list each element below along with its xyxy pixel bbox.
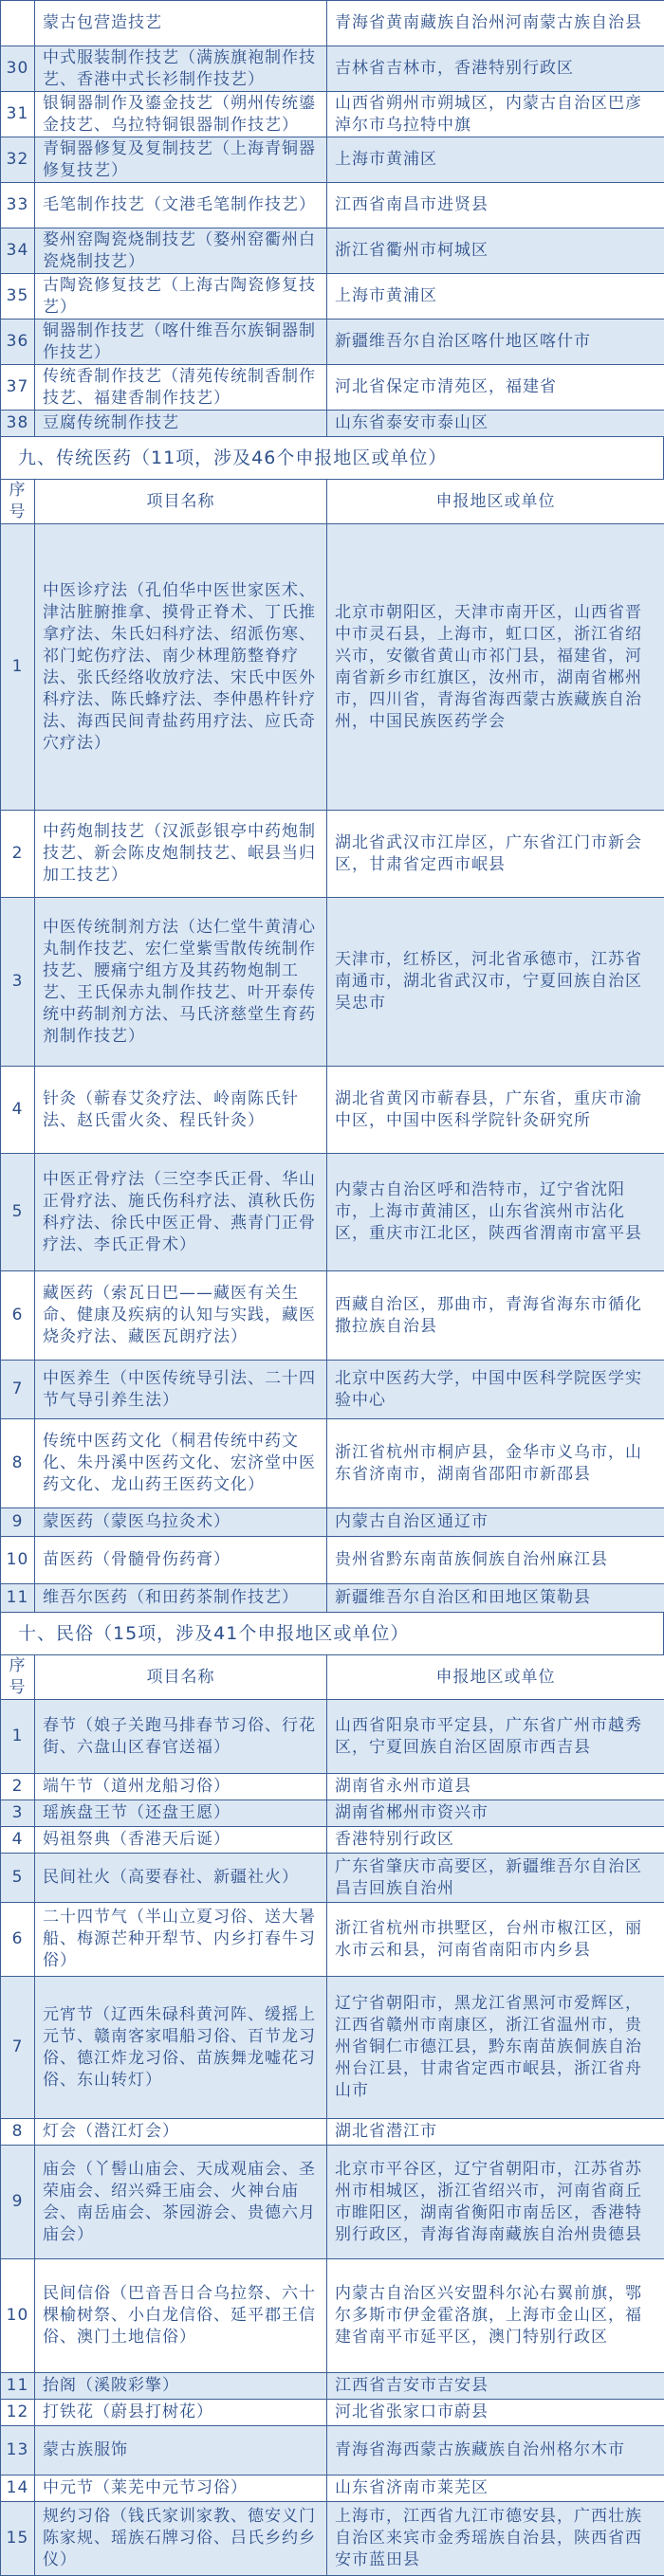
- row-number: 2: [1, 1774, 35, 1800]
- row-number: 32: [1, 137, 35, 183]
- row-number: 10: [1, 2259, 35, 2373]
- table-row: [1, 1067, 664, 1154]
- item-name: 打铁花（蔚县打树花）: [35, 2400, 327, 2426]
- row-number: 37: [1, 365, 35, 411]
- region-cell: 湖北省黄冈市蕲春县，广东省，重庆市渝中区，中国中医科学院针灸研究所: [327, 1067, 664, 1154]
- table-row: [1, 320, 664, 365]
- region-cell: 山东省济南市莱芜区: [327, 2476, 664, 2502]
- region-cell: 浙江省衢州市柯城区: [327, 228, 664, 274]
- item-name: 民间信俗（巴音吾日合乌拉祭、六十棵榆树祭、小白龙信俗、延平郡王信俗、澳门土地信俗）: [35, 2259, 327, 2373]
- table-header-row: [1, 1655, 664, 1700]
- region-cell: 辽宁省朝阳市，黑龙江省黑河市爱辉区，江西省赣州市南康区，浙江省温州市，贵州省铜仁市德江县，黔东南苗族侗族自治州台江县，甘肃省定西市岷县，浙江省舟山市: [327, 1977, 664, 2119]
- table-row: [1, 1537, 664, 1584]
- table-row: [1, 1154, 664, 1271]
- item-name: 民间社火（高要春社、新疆社火）: [35, 1854, 327, 1903]
- region-cell: 山西省朔州市朔城区，内蒙古自治区巴彦淖尔市乌拉特中旗: [327, 92, 664, 137]
- region-cell: 山西省阳泉市平定县，广东省广州市越秀区，宁夏回族自治区固原市西吉县: [327, 1700, 664, 1774]
- item-name: 中医正骨疗法（三空李氏正骨、华山正骨疗法、施氏伤科疗法、滇秋氏伤科疗法、徐氏中医正骨、燕青门正骨疗法、李氏正骨术）: [35, 1154, 327, 1271]
- item-name: 中医传统制剂方法（达仁堂牛黄清心丸制作技艺、宏仁堂紫雪散传统制作技艺、腰痛宁组方及其药物炮制工艺、王氏保赤丸制作技艺、叶开泰传统中药制剂方法、马氏济慈堂生育药剂制作技艺）: [35, 898, 327, 1067]
- item-name: 铜器制作技艺（喀什维吾尔族铜器制作技艺）: [35, 320, 327, 365]
- item-name: 银铜器制作及鎏金技艺（朔州传统鎏金技艺、乌拉特铜银器制作技艺）: [35, 92, 327, 137]
- item-name: 二十四节气（半山立夏习俗、送大暑船、梅源芒种开犁节、内乡打春牛习俗）: [35, 1903, 327, 1977]
- region-cell: 北京市平谷区，辽宁省朝阳市，江苏省苏州市相城区，浙江省绍兴市，河南省商丘市睢阳区，湖南省衡阳市南岳区，香港特别行政区，青海省海南藏族自治州贵德县: [327, 2146, 664, 2259]
- table-row: [1, 2502, 664, 2576]
- table-row: [1, 2119, 664, 2146]
- row-number: 12: [1, 2400, 35, 2426]
- region-cell: 河北省张家口市蔚县: [327, 2400, 664, 2426]
- region-cell: 北京中医药大学，中国中医科学院医学实验中心: [327, 1361, 664, 1419]
- item-name: 规约习俗（钱氏家训家教、德安义门陈家规、瑶族石牌习俗、吕氏乡约乡仪）: [35, 2502, 327, 2576]
- item-name: 传统香制作技艺（清苑传统制香制作技艺、福建香制作技艺）: [35, 365, 327, 411]
- item-name: 瑶族盘王节（还盘王愿）: [35, 1800, 327, 1827]
- item-name: 灯会（潜江灯会）: [35, 2119, 327, 2146]
- region-cell: 湖南省郴州市资兴市: [327, 1800, 664, 1827]
- region-cell: 浙江省杭州市拱墅区，台州市椒江区，丽水市云和县，河南省南阳市内乡县: [327, 1903, 664, 1977]
- row-number: 4: [1, 1827, 35, 1854]
- table-row: [1, 411, 664, 437]
- row-number: 1: [1, 524, 35, 811]
- row-number: 8: [1, 2119, 35, 2146]
- table-row: [1, 1361, 664, 1419]
- row-number: 6: [1, 1271, 35, 1361]
- table-row: [1, 92, 664, 137]
- table-row: [1, 1508, 664, 1537]
- item-name: 妈祖祭典（香港天后诞）: [35, 1827, 327, 1854]
- row-number: 34: [1, 228, 35, 274]
- item-name: 春节（娘子关跑马排春节习俗、行花街、六盘山区春官送福）: [35, 1700, 327, 1774]
- item-name: 传统中医药文化（桐君传统中药文化、朱丹溪中医药文化、宏济堂中医药文化、龙山药王医药文化）: [35, 1419, 327, 1508]
- item-name: 中医养生（中医传统导引法、二十四节气导引养生法）: [35, 1361, 327, 1419]
- header-item: 项目名称: [35, 480, 327, 524]
- region-cell: 上海市黄浦区: [327, 274, 664, 320]
- section-title-traditional-medicine: 九、传统医药（11项，涉及46个申报地区或单位）: [0, 437, 664, 479]
- row-number: 2: [1, 811, 35, 898]
- table-row: [1, 183, 664, 228]
- table-row: [1, 524, 664, 811]
- region-cell: 内蒙古自治区兴安盟科尔沁右翼前旗，鄂尔多斯市伊金霍洛旗，上海市金山区，福建省南平市延平区，澳门特别行政区: [327, 2259, 664, 2373]
- item-name: 维吾尔医药（和田药茶制作技艺）: [35, 1584, 327, 1613]
- item-name: 中医诊疗法（孔伯华中医世家医术、津沽脏腑推拿、摸骨正脊术、丁氏推拿疗法、朱氏妇科疗法、绍派伤寒、祁门蛇伤疗法、南少林理筋整脊疗法、张氏经络收放疗法、宋氏中医外科疗法、陈氏蜂疗法、李仲愚杵针疗法、海西民间青盐药用疗法、应氏奇穴疗法）: [35, 524, 327, 811]
- table-row: [1, 811, 664, 898]
- table-row: [1, 228, 664, 274]
- table-row: [1, 1977, 664, 2119]
- header-num: 序号: [1, 480, 35, 524]
- region-cell: 江西省吉安市吉安县: [327, 2373, 664, 2400]
- item-name: 中式服装制作技艺（满族旗袍制作技艺、香港中式长衫制作技艺）: [35, 46, 327, 92]
- region-cell: 河北省保定市清苑区，福建省: [327, 365, 664, 411]
- row-number: 33: [1, 183, 35, 228]
- row-number: 8: [1, 1419, 35, 1508]
- table-row: [1, 137, 664, 183]
- section-title-folk-customs: 十、民俗（15项，涉及41个申报地区或单位）: [0, 1613, 664, 1654]
- row-number: 10: [1, 1537, 35, 1584]
- header-item: 项目名称: [35, 1655, 327, 1700]
- region-cell: 西藏自治区，那曲市，青海省海东市循化撒拉族自治县: [327, 1271, 664, 1361]
- region-cell: 天津市，红桥区，河北省承德市，江苏省南通市，湖北省武汉市，宁夏回族自治区吴忠市: [327, 898, 664, 1067]
- table-row: [1, 2373, 664, 2400]
- table-row: [1, 2400, 664, 2426]
- table-row: [1, 898, 664, 1067]
- region-cell: 上海市，江西省九江市德安县，广西壮族自治区来宾市金秀瑶族自治县，陕西省西安市蓝田县: [327, 2502, 664, 2576]
- table-body-a: [1, 1, 664, 437]
- region-cell: 北京市朝阳区，天津市南开区，山西省晋中市灵石县，上海市，虹口区，浙江省绍兴市，安徽省黄山市祁门县，福建省，河南省新乡市红旗区，汝州市，湖南省郴州市，四川省，青海省海西蒙古族藏族自治州，中国民族医药学会: [327, 524, 664, 811]
- row-number: 7: [1, 1361, 35, 1419]
- row-number: 35: [1, 274, 35, 320]
- header-num: 序号: [1, 1655, 35, 1700]
- row-number: 5: [1, 1154, 35, 1271]
- table-row: [1, 1903, 664, 1977]
- item-name: 婺州窑陶瓷烧制技艺（婺州窑衢州白瓷烧制技艺）: [35, 228, 327, 274]
- item-name: 元宵节（辽西朱碌科黄河阵、缓摇上元节、赣南客家唱船习俗、百节龙习俗、德江炸龙习俗、苗族舞龙嘘花习俗、东山转灯）: [35, 1977, 327, 2119]
- region-cell: 香港特别行政区: [327, 1827, 664, 1854]
- table-row: [1, 1, 664, 46]
- row-number: 31: [1, 92, 35, 137]
- table-row: [1, 365, 664, 411]
- row-number: 3: [1, 898, 35, 1067]
- row-number: 9: [1, 2146, 35, 2259]
- item-name: 苗医药（骨髓骨伤药膏）: [35, 1537, 327, 1584]
- table-row: [1, 1827, 664, 1854]
- table-row: [1, 2476, 664, 2502]
- region-cell: 内蒙古自治区呼和浩特市，辽宁省沈阳市，上海市黄浦区，山东省滨州市沾化区，重庆市江北区，陕西省渭南市富平县: [327, 1154, 664, 1271]
- region-cell: 江西省南昌市进贤县: [327, 183, 664, 228]
- row-number: 3: [1, 1800, 35, 1827]
- row-number: [1, 1, 35, 46]
- item-name: 毛笔制作技艺（文港毛笔制作技艺）: [35, 183, 327, 228]
- item-name: 中药炮制技艺（汉派彭银亭中药炮制技艺、新会陈皮炮制技艺、岷县当归加工技艺）: [35, 811, 327, 898]
- item-name: 豆腐传统制作技艺: [35, 411, 327, 437]
- table-row: [1, 2259, 664, 2373]
- item-name: 古陶瓷修复技艺（上海古陶瓷修复技艺）: [35, 274, 327, 320]
- table-folk-customs: [0, 1654, 664, 2576]
- region-cell: 山东省泰安市泰山区: [327, 411, 664, 437]
- header-region: 申报地区或单位: [327, 1655, 664, 1700]
- item-name: 针灸（蕲春艾灸疗法、岭南陈氏针法、赵氏雷火灸、程氏针灸）: [35, 1067, 327, 1154]
- item-name: 端午节（道州龙船习俗）: [35, 1774, 327, 1800]
- table-traditional-medicine: [0, 479, 664, 1613]
- row-number: 15: [1, 2502, 35, 2576]
- table-row: [1, 1271, 664, 1361]
- item-name: 抬阁（溪陂彩擎）: [35, 2373, 327, 2400]
- table-row: [1, 1584, 664, 1613]
- row-number: 4: [1, 1067, 35, 1154]
- row-number: 5: [1, 1854, 35, 1903]
- region-cell: 广东省肇庆市高要区，新疆维吾尔自治区昌吉回族自治州: [327, 1854, 664, 1903]
- table-header-row: [1, 480, 664, 524]
- item-name: 青铜器修复及复制技艺（上海青铜器修复技艺）: [35, 137, 327, 183]
- table-row: [1, 1854, 664, 1903]
- row-number: 7: [1, 1977, 35, 2119]
- region-cell: 湖南省永州市道县: [327, 1774, 664, 1800]
- item-name: 中元节（莱芜中元节习俗）: [35, 2476, 327, 2502]
- item-name: 藏医药（索瓦日巴——藏医有关生命、健康及疾病的认知与实践，藏医烧灸疗法、藏医瓦朗疗法）: [35, 1271, 327, 1361]
- item-name: 蒙古包营造技艺: [35, 1, 327, 46]
- region-cell: 湖北省潜江市: [327, 2119, 664, 2146]
- region-cell: 浙江省杭州市桐庐县，金华市义乌市，山东省济南市，湖南省邵阳市新邵县: [327, 1419, 664, 1508]
- row-number: 36: [1, 320, 35, 365]
- region-cell: 上海市黄浦区: [327, 137, 664, 183]
- region-cell: 新疆维吾尔自治区喀什地区喀什市: [327, 320, 664, 365]
- region-cell: 青海省海西蒙古族藏族自治州格尔木市: [327, 2426, 664, 2476]
- region-cell: 内蒙古自治区通辽市: [327, 1508, 664, 1537]
- table-craft-continuation: [0, 0, 664, 437]
- item-name: 蒙古族服饰: [35, 2426, 327, 2476]
- row-number: 38: [1, 411, 35, 437]
- region-cell: 吉林省吉林市，香港特别行政区: [327, 46, 664, 92]
- table-row: [1, 1700, 664, 1774]
- table-row: [1, 1800, 664, 1827]
- table-row: [1, 2146, 664, 2259]
- row-number: 1: [1, 1700, 35, 1774]
- row-number: 9: [1, 1508, 35, 1537]
- row-number: 30: [1, 46, 35, 92]
- row-number: 6: [1, 1903, 35, 1977]
- item-name: 庙会（丫髻山庙会、天成观庙会、圣荣庙会、绍兴舜王庙会、火神台庙会、南岳庙会、茶园游会、贵德六月庙会）: [35, 2146, 327, 2259]
- table-row: [1, 1774, 664, 1800]
- region-cell: 湖北省武汉市江岸区，广东省江门市新会区，甘肃省定西市岷县: [327, 811, 664, 898]
- row-number: 11: [1, 2373, 35, 2400]
- region-cell: 青海省黄南藏族自治州河南蒙古族自治县: [327, 1, 664, 46]
- table-row: [1, 46, 664, 92]
- row-number: 11: [1, 1584, 35, 1613]
- region-cell: 贵州省黔东南苗族侗族自治州麻江县: [327, 1537, 664, 1584]
- row-number: 14: [1, 2476, 35, 2502]
- table-row: [1, 2426, 664, 2476]
- table-row: [1, 1419, 664, 1508]
- table-row: [1, 274, 664, 320]
- header-region: 申报地区或单位: [327, 480, 664, 524]
- item-name: 蒙医药（蒙医乌拉灸术）: [35, 1508, 327, 1537]
- region-cell: 新疆维吾尔自治区和田地区策勒县: [327, 1584, 664, 1613]
- row-number: 13: [1, 2426, 35, 2476]
